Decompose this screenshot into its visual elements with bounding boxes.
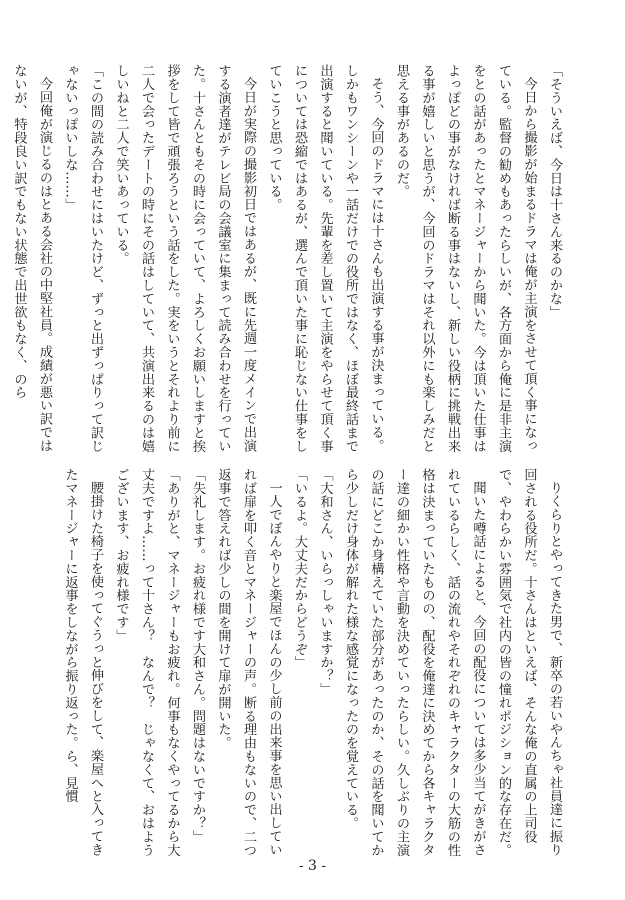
- paragraph: 腰掛けた椅子を使ってぐうっと伸びをして、楽屋へと入ってきたマネージャーに返事をしながら振り返った。ら、見慣: [62, 468, 103, 857]
- paragraph: そう、今回のドラマには十さんも出演する事が決まっている。しかもワンシーンや一話だけでの役所ではなく、ほぼ最終話まで出演すると聞いている。先輩を差し置いて主演をやらせて頂く事については恐縮ではあるが、選んで頂いた事に恥じない仕事をしていこうと思っている。: [266, 64, 384, 453]
- paragraph: 「失礼します。お疲れ様です大和さん。問題はないですか？」: [190, 468, 205, 844]
- page-number: - 3 -: [298, 858, 327, 874]
- paragraph: 今回俺が演じるのはとある会社の中堅社員。成績が悪い訳ではないが、特段良い訳でもない状態で出世欲もなく、のら: [11, 64, 52, 453]
- paragraph: 「この間の読み合わせにはいたけど、ずっと出ずっぱりって訳じゃないっぽいしな……」: [62, 64, 103, 453]
- paragraph: りくらりとやってきた男で、新卒の若いやんちゃ社員達に振り回される役所だ。十さんはといえば、そんな俺の直属の上司役で、やわらかい雰囲気で社内の皆の憧れポジション的な存在だ。: [496, 468, 562, 857]
- paragraph: 聞いた噂話によると、今回の配役については多少当てがきがされているらしく、話の流れやそれぞれのキャラクターの大筋の性格は決まっていたものの、配役を俺達に決めてから各キャラクター達の細かい性格や言動を決めていったらしい。久しぶりの主演の話にどこか身構えていた部分があったのか、その話を聞いてから少しだけ身体が解れた様な感覚になったのを覚えている。: [343, 468, 486, 857]
- paragraph: 今日から撮影が始まるドラマは俺が主演をさせて頂く事になっている。監督の勧めもあったらしいが、各方面から俺に是非主演をとの話があったとマネージャーから聞いた。今は頂いた仕事はよっぽどの事がなければ断る事はないし、新しい役柄に挑戦出来る事が嬉しいと思うが、今回のドラマはそれ以外にも楽しみだと思える事があるのだ。: [394, 64, 537, 453]
- paragraph: 「大和さん、いらっしゃいますか？」: [317, 468, 333, 696]
- lower-text-block: [47, 468, 567, 860]
- upper-text-block: [11, 64, 567, 456]
- paragraph: 「そういえば、今日は十さん来るのかな」: [547, 64, 562, 319]
- paragraph: 「いるよ。大丈夫だからどうぞ」: [292, 468, 307, 669]
- paragraph: 「ありがと、マネージャーもお疲れ。何事もなくやってるから大丈夫ですよ……って十さん？ なんで？ じゃなくて、おはようございます、お疲れ様です」: [113, 468, 180, 857]
- paragraph: 一人でぼんやりと楽屋でほんの少し前の出来事を思い出していれば扉を叩く音とマネージャーの声。断る理由もないので、二つ返事で答えれば少しの間を開けて扉が開いた。: [215, 468, 282, 857]
- paragraph: 今日が実際の撮影初日ではあるが、既に先週一度メインで出演する演者達がテレビ局の会議室に集まって読み合わせを行っていた。十さんともその時に会っていて、よろしくお願いしますと挨拶をして皆で頑張ろうという話をした。実をいうとそれより前に二人で会ったデートの時にその話はしていて、共演出来るのは嬉しいねと二人で笑いあっている。: [113, 64, 256, 453]
